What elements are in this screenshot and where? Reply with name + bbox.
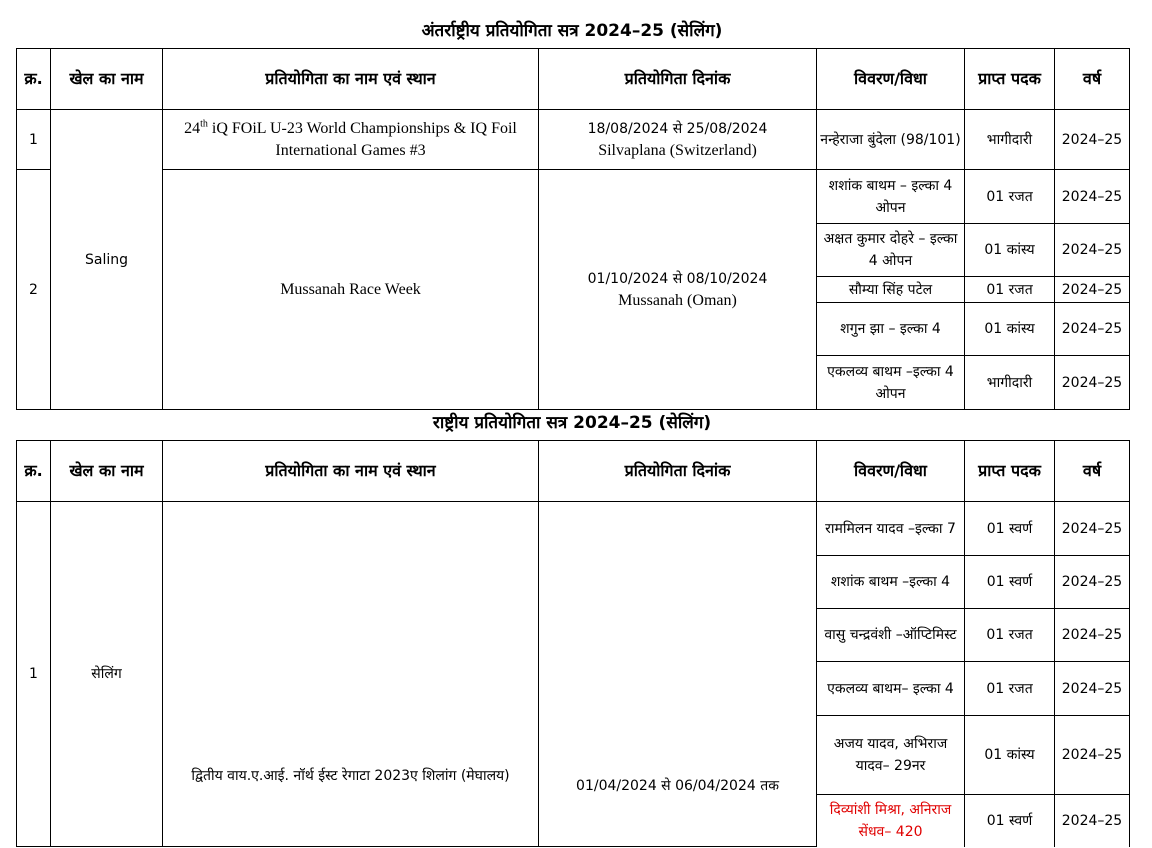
year-cell: 2024–25 xyxy=(1055,170,1130,224)
international-results-table xyxy=(16,48,1130,410)
header-year: वर्ष xyxy=(1055,441,1130,502)
national-section-title: राष्ट्रीय प्रतियोगिता सत्र 2024–25 (सेलिंग) xyxy=(432,413,712,433)
year-cell: 2024–25 xyxy=(1055,795,1130,847)
medal-cell: 01 कांस्य xyxy=(965,224,1055,277)
date-cell xyxy=(539,170,817,410)
header-sno: क्र. xyxy=(17,441,51,502)
ordinal-suffix: th xyxy=(200,118,208,130)
year-cell: 2024–25 xyxy=(1055,110,1130,170)
header-date: प्रतियोगिता दिनांक xyxy=(539,441,817,502)
year-cell: 2024–25 xyxy=(1055,662,1130,716)
medal-cell: 01 रजत xyxy=(965,277,1055,303)
table-header-row xyxy=(17,49,1130,110)
competition-ordinal: 24 xyxy=(184,119,201,137)
sno-cell: 1 xyxy=(17,110,51,170)
detail-cell: अक्षत कुमार दोहरे – इल्का 4 ओपन xyxy=(817,224,965,277)
medal-cell: 01 कांस्य xyxy=(965,716,1055,795)
date-range: 01/10/2024 से 08/10/2024 xyxy=(587,270,768,287)
year-cell: 2024–25 xyxy=(1055,277,1130,303)
date-cell: 01/04/2024 से 06/04/2024 तक xyxy=(539,502,817,847)
header-date: प्रतियोगिता दिनांक xyxy=(539,49,817,110)
detail-cell: शशांक बाथम –इल्का 4 xyxy=(817,556,965,609)
national-results-table xyxy=(16,440,1130,847)
medal-cell: 01 रजत xyxy=(965,609,1055,662)
medal-cell: 01 कांस्य xyxy=(965,303,1055,356)
detail-cell: अजय यादव, अभिराज यादव– 29नर xyxy=(817,716,965,795)
header-sport: खेल का नाम xyxy=(51,441,163,502)
medal-cell: 01 रजत xyxy=(965,662,1055,716)
sno-cell: 1 xyxy=(17,502,51,847)
medal-cell: भागीदारी xyxy=(965,356,1055,410)
date-cell xyxy=(539,110,817,170)
detail-cell: राममिलन यादव –इल्का 7 xyxy=(817,502,965,556)
year-cell: 2024–25 xyxy=(1055,556,1130,609)
competition-cell: द्वितीय वाय.ए.आई. नॉर्थ ईस्ट रेगाटा 2023ए शिलांग (मेघालय) xyxy=(163,502,539,847)
year-cell: 2024–25 xyxy=(1055,609,1130,662)
year-cell: 2024–25 xyxy=(1055,224,1130,277)
header-medal: प्राप्त पदक xyxy=(965,441,1055,502)
detail-cell: सौम्या सिंह पटेल xyxy=(817,277,965,303)
year-cell: 2024–25 xyxy=(1055,716,1130,795)
medal-cell: 01 स्वर्ण xyxy=(965,795,1055,847)
table-row xyxy=(17,170,1130,224)
detail-cell: शगुन झा – इल्का 4 xyxy=(817,303,965,356)
venue: Mussanah (Oman) xyxy=(618,291,737,309)
header-detail: विवरण/विधा xyxy=(817,441,965,502)
sport-cell: सेलिंग xyxy=(51,502,163,847)
detail-cell: नन्हेराजा बुंदेला (98/101) xyxy=(817,110,965,170)
medal-cell: 01 स्वर्ण xyxy=(965,556,1055,609)
year-cell: 2024–25 xyxy=(1055,303,1130,356)
competition-name: iQ FOiL U-23 World Championships & IQ Foil International Games #3 xyxy=(207,119,517,159)
table-header-row xyxy=(17,441,1130,502)
detail-cell: शशांक बाथम – इल्का 4 ओपन xyxy=(817,170,965,224)
header-sport: खेल का नाम xyxy=(51,49,163,110)
table-row xyxy=(17,502,1130,556)
table-row xyxy=(17,110,1130,170)
medal-cell: भागीदारी xyxy=(965,110,1055,170)
header-competition: प्रतियोगिता का नाम एवं स्थान xyxy=(163,441,539,502)
header-sno: क्र. xyxy=(17,49,51,110)
competition-cell xyxy=(163,110,539,170)
detail-cell: वासु चन्द्रवंशी –ऑप्टिमिस्ट xyxy=(817,609,965,662)
sno-cell: 2 xyxy=(17,170,51,410)
header-year: वर्ष xyxy=(1055,49,1130,110)
venue: Silvaplana (Switzerland) xyxy=(598,141,757,159)
date-range: 18/08/2024 से 25/08/2024 xyxy=(587,120,768,137)
sport-cell: Saling xyxy=(51,110,163,410)
medal-cell: 01 रजत xyxy=(965,170,1055,224)
year-cell: 2024–25 xyxy=(1055,356,1130,410)
header-detail: विवरण/विधा xyxy=(817,49,965,110)
international-section-title: अंतर्राष्ट्रीय प्रतियोगिता सत्र 2024–25 (सेलिंग) xyxy=(421,21,723,41)
year-cell: 2024–25 xyxy=(1055,502,1130,556)
medal-cell: 01 स्वर्ण xyxy=(965,502,1055,556)
header-medal: प्राप्त पदक xyxy=(965,49,1055,110)
header-competition: प्रतियोगिता का नाम एवं स्थान xyxy=(163,49,539,110)
detail-cell-highlighted: दिव्यांशी मिश्रा, अनिराज सेंधव– 420 xyxy=(817,795,965,847)
detail-cell: एकलव्य बाथम– इल्का 4 xyxy=(817,662,965,716)
detail-cell: एकलव्य बाथम –इल्का 4 ओपन xyxy=(817,356,965,410)
competition-cell: Mussanah Race Week xyxy=(163,170,539,410)
